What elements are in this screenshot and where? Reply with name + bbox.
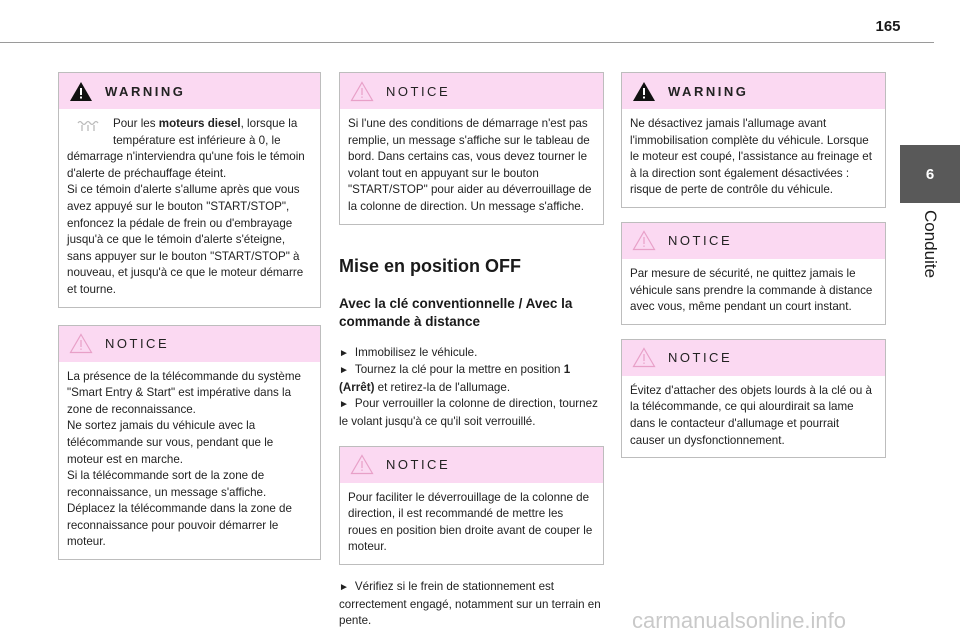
step-text-bold: 1 (Arrêt) [339, 363, 571, 394]
notice-title: NOTICE [668, 350, 733, 366]
column-1 [58, 72, 321, 560]
warning-title: WARNING [668, 83, 749, 99]
diesel-text-before: Pour les [113, 117, 159, 130]
notice-box-header [340, 447, 603, 483]
warning-box-diesel [58, 72, 321, 308]
chapter-tab[interactable] [900, 145, 960, 203]
notice-paragraph: Si l'une des conditions de démarrage n'est pas remplie, un message s'affiche sur le tableau de bord. Dans certains cas, vous devez tourner le volant tout en appuyant sur le bouton "START/STOP" pour aider au déverrouillage de la colonne de direction. Un message s'affiche. [348, 117, 592, 213]
notice-triangle-outline-icon [69, 333, 93, 354]
notice-box-header [340, 73, 603, 109]
notice-box-header [622, 340, 885, 376]
glow-plug-icon [71, 116, 105, 136]
arrow-bullet-icon: ► [339, 365, 349, 377]
step-turn-key [339, 362, 604, 396]
step-text: Immobilisez le véhicule. [354, 345, 478, 359]
notice-triangle-outline-icon [632, 347, 656, 368]
notice-paragraph: Déplacez la télécommande dans la zone de reconnaissance pour pouvoir démarrer le moteur. [67, 502, 292, 549]
step-parking-brake [339, 579, 604, 630]
notice-box-remote [621, 222, 886, 325]
notice-title: NOTICE [105, 336, 170, 352]
notice-box-header [622, 223, 885, 259]
notice-box-header [59, 326, 320, 362]
warning-paragraph: Si ce témoin d'alerte s'allume après que vous avez appuyé sur le bouton "START/STOP", enfoncez la pédale de frein ou d'embrayage jusqu'à ce que le témoin d'alerte s'éteigne, sans appuyer sur le bouton "START/STOP" à nouveau, et jusqu'à ce que le moteur démarre et tourne. [67, 183, 304, 296]
notice-box-body [340, 109, 603, 224]
page-number: 165 [875, 18, 901, 35]
warning-box-body [622, 109, 885, 207]
step-text: Pour verrouiller la colonne de direction, tournez le volant jusqu'à ce qu'il soit verrouillé. [339, 397, 598, 428]
notice-triangle-outline-icon [350, 454, 374, 475]
chapter-label-text: Conduite [921, 210, 940, 279]
header-rule [0, 42, 934, 43]
diesel-paragraph [67, 116, 312, 182]
notice-triangle-outline-icon [632, 230, 656, 251]
column-3 [621, 72, 886, 458]
warning-triangle-filled-icon [632, 81, 656, 102]
step-text: Tournez la clé pour la mettre en position [354, 363, 564, 377]
chapter-label [900, 210, 960, 300]
notice-box-body [622, 259, 885, 324]
notice-paragraph: Évitez d'attacher des objets lourds à la clé ou à la télécommande, ce qui alourdirait sa lame dans le contacteur d'allumage et pourrait causer un dysfonctionnement. [630, 383, 872, 447]
warning-box-ignition [621, 72, 886, 208]
warning-box-body [59, 109, 320, 307]
column-2 [339, 72, 604, 630]
final-step [339, 579, 604, 630]
notice-box-heavy-objects [621, 339, 886, 458]
chapter-number: 6 [925, 165, 935, 183]
arrow-bullet-icon: ► [339, 399, 349, 411]
warning-paragraph: Ne désactivez jamais l'allumage avant l'immobilisation complète du véhicule. Lorsque le moteur est coupé, l'assistance au freinage et à la direction sont également désactivées : risque de perte de contrôle du véhicule. [630, 117, 872, 197]
notice-paragraph: Pour faciliter le déverrouillage de la colonne de direction, il est recommandé de mettre les roues en position bien droite avant de couper le moteur. [348, 490, 593, 554]
procedure-steps [339, 345, 604, 431]
warning-box-header [622, 73, 885, 109]
notice-box-body [340, 483, 603, 564]
arrow-bullet-icon: ► [339, 347, 349, 359]
notice-box-smart-entry [58, 325, 321, 561]
notice-paragraph: Ne sortez jamais du véhicule avec la télécommande sur vous, pendant que le moteur est en marche. [67, 419, 274, 466]
arrow-bullet-icon: ► [339, 581, 349, 593]
warning-box-header [59, 73, 320, 109]
step-immobilize [339, 345, 604, 363]
diesel-text-bold: moteurs diesel [158, 117, 241, 130]
notice-paragraph: Si la télécommande sort de la zone de reconnaissance, un message s'affiche. [67, 469, 267, 499]
step-text: Vérifiez si le frein de stationnement est correctement engagé, notamment sur un terrain en pente. [339, 579, 601, 628]
notice-title: NOTICE [668, 233, 733, 249]
section-title: Mise en position OFF [339, 255, 522, 276]
step-lock-column [339, 396, 604, 430]
notice-box-body [622, 376, 885, 457]
notice-title: NOTICE [386, 457, 451, 473]
notice-box-start-conditions [339, 72, 604, 225]
subsection-title: Avec la clé conventionnelle / Avec la commande à distance [339, 295, 573, 329]
warning-triangle-filled-icon [69, 81, 93, 102]
notice-box-steering-unlock [339, 446, 604, 565]
step-text: et retirez-la de l'allumage. [374, 380, 511, 394]
notice-paragraph: Par mesure de sécurité, ne quittez jamais le véhicule sans prendre la commande à distance avec vous, même pendant un court instant. [630, 266, 873, 314]
watermark: carmanualsonline.info [632, 608, 847, 633]
diesel-text-after: , lorsque la température est inférieure à 0, le démarrage n'interviendra qu'une fois le témoin d'alerte de préchauffage éteint. [67, 117, 305, 180]
notice-title: NOTICE [386, 83, 451, 99]
notice-paragraph: La présence de la télécommande du système "Smart Entry & Start" est impérative dans la zone de reconnaissance. [67, 369, 301, 416]
warning-title: WARNING [105, 83, 186, 99]
notice-box-body [59, 362, 320, 560]
notice-triangle-outline-icon [350, 81, 374, 102]
